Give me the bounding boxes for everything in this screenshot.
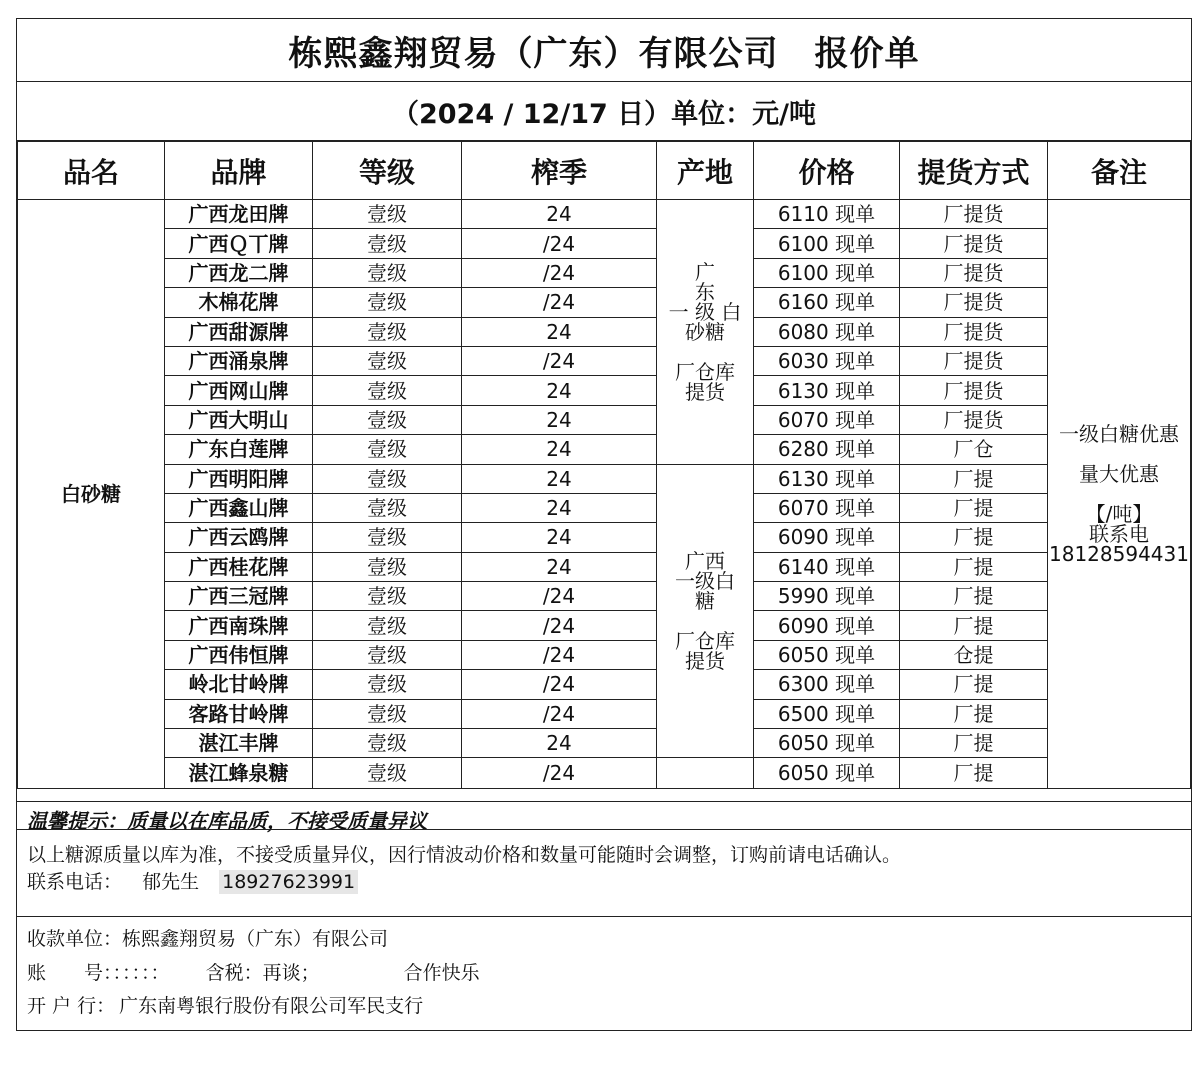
table-row bbox=[18, 405, 1191, 434]
pickup-cell: 厂提 bbox=[900, 611, 1048, 640]
column-header: 提货方式 bbox=[900, 142, 1048, 200]
table-row bbox=[18, 258, 1191, 287]
grade-cell: 壹级 bbox=[313, 729, 462, 758]
brand-cell: 广西明阳牌 bbox=[165, 464, 313, 493]
brand-cell: 广西Ｑ丅牌 bbox=[165, 229, 313, 258]
origin-line: 提货 bbox=[685, 379, 725, 404]
pickup-cell: 厂提 bbox=[900, 523, 1048, 552]
date-unit-line: （2024 / 12/17 日）单位：元/吨 bbox=[391, 98, 817, 130]
column-header: 榨季 bbox=[462, 142, 657, 200]
grade-cell: 壹级 bbox=[313, 758, 462, 789]
bank-label: 开 户 行： bbox=[27, 995, 116, 1017]
season-cell: /24 bbox=[462, 346, 657, 375]
quotation-sheet bbox=[16, 18, 1192, 1031]
pickup-cell: 厂提货 bbox=[900, 200, 1048, 229]
grade-cell: 壹级 bbox=[313, 582, 462, 611]
pickup-cell: 厂提货 bbox=[900, 405, 1048, 434]
grade-cell: 壹级 bbox=[313, 405, 462, 434]
season-cell: 24 bbox=[462, 435, 657, 464]
pickup-cell: 厂仓 bbox=[900, 435, 1048, 464]
brand-cell: 客路甘岭牌 bbox=[165, 699, 313, 728]
season-cell: /24 bbox=[462, 670, 657, 699]
notice-text: 以上糖源质量以库为准，不接受质量异仪，因行情波动价格和数量可能随时会调整，订购前请电话确认。 bbox=[27, 844, 902, 866]
grade-cell: 壹级 bbox=[313, 640, 462, 669]
brand-cell: 广西涌泉牌 bbox=[165, 346, 313, 375]
table-row bbox=[18, 317, 1191, 346]
table-row bbox=[18, 464, 1191, 493]
table-row bbox=[18, 582, 1191, 611]
season-cell: 24 bbox=[462, 523, 657, 552]
season-cell: /24 bbox=[462, 582, 657, 611]
season-cell: /24 bbox=[462, 699, 657, 728]
origin-line: 广 bbox=[695, 259, 715, 284]
price-cell: 6130 现单 bbox=[754, 376, 900, 405]
origin-line: 一 级 白 bbox=[668, 299, 742, 324]
brand-cell: 湛江丰牌 bbox=[165, 729, 313, 758]
tax-label: 含税： bbox=[205, 962, 263, 984]
price-cell: 6130 现单 bbox=[754, 464, 900, 493]
brand-cell: 湛江蜂泉糖 bbox=[165, 758, 313, 789]
price-cell: 6140 现单 bbox=[754, 552, 900, 581]
origin-line: 一级白 bbox=[675, 568, 735, 593]
table-row bbox=[18, 493, 1191, 522]
season-cell: /24 bbox=[462, 229, 657, 258]
pickup-cell: 厂提 bbox=[900, 464, 1048, 493]
origin-cell bbox=[657, 758, 754, 789]
season-cell: 24 bbox=[462, 405, 657, 434]
grade-cell: 壹级 bbox=[313, 288, 462, 317]
table-row bbox=[18, 729, 1191, 758]
grade-cell: 壹级 bbox=[313, 200, 462, 229]
season-cell: 24 bbox=[462, 317, 657, 346]
account-value: ：：：：： bbox=[112, 962, 170, 984]
brand-cell: 广东白莲牌 bbox=[165, 435, 313, 464]
price-cell: 6100 现单 bbox=[754, 258, 900, 287]
column-header: 品名 bbox=[18, 142, 165, 200]
column-header: 产地 bbox=[657, 142, 754, 200]
price-cell: 6090 现单 bbox=[754, 523, 900, 552]
price-cell: 6030 现单 bbox=[754, 346, 900, 375]
origin-line: 广西 bbox=[685, 548, 725, 573]
table-row bbox=[18, 699, 1191, 728]
pickup-cell: 厂提 bbox=[900, 699, 1048, 728]
document-title bbox=[17, 19, 1191, 81]
table-row bbox=[18, 758, 1191, 789]
grade-cell: 壹级 bbox=[313, 346, 462, 375]
tax-value: 再谈； bbox=[262, 962, 320, 984]
grade-cell: 壹级 bbox=[313, 552, 462, 581]
column-header: 等级 bbox=[313, 142, 462, 200]
pickup-cell: 厂提 bbox=[900, 582, 1048, 611]
grade-cell: 壹级 bbox=[313, 229, 462, 258]
remark-cell bbox=[1048, 200, 1191, 789]
grade-cell: 壹级 bbox=[313, 464, 462, 493]
table-row bbox=[18, 523, 1191, 552]
column-header: 品牌 bbox=[165, 142, 313, 200]
contact-label: 联系电话： bbox=[27, 871, 123, 893]
grade-cell: 壹级 bbox=[313, 493, 462, 522]
bank-name: 广东南粤银行股份有限公司军民支行 bbox=[119, 995, 424, 1017]
pickup-cell: 厂提 bbox=[900, 758, 1048, 789]
price-table bbox=[17, 141, 1191, 789]
brand-cell: 广西鑫山牌 bbox=[165, 493, 313, 522]
season-cell: 24 bbox=[462, 729, 657, 758]
table-row bbox=[18, 670, 1191, 699]
pickup-cell: 厂提 bbox=[900, 552, 1048, 581]
price-cell: 6090 现单 bbox=[754, 611, 900, 640]
price-cell: 6280 现单 bbox=[754, 435, 900, 464]
brand-cell: 广西龙二牌 bbox=[165, 258, 313, 287]
season-cell: /24 bbox=[462, 258, 657, 287]
price-cell: 6100 现单 bbox=[754, 229, 900, 258]
remark-line: 一级白糖优惠 bbox=[1059, 422, 1179, 447]
brand-cell: 广西大明山 bbox=[165, 405, 313, 434]
origin-line: 提货 bbox=[685, 648, 725, 673]
brand-cell: 广西伟恒牌 bbox=[165, 640, 313, 669]
price-cell: 6160 现单 bbox=[754, 288, 900, 317]
contact-name: 郁先生 bbox=[142, 871, 200, 893]
table-row bbox=[18, 346, 1191, 375]
grade-cell: 壹级 bbox=[313, 376, 462, 405]
season-cell: /24 bbox=[462, 640, 657, 669]
season-cell: /24 bbox=[462, 611, 657, 640]
table-row bbox=[18, 376, 1191, 405]
origin-cell bbox=[657, 200, 754, 465]
origin-line: 砂糖 bbox=[685, 319, 725, 344]
brand-cell: 岭北甘岭牌 bbox=[165, 670, 313, 699]
warm-tip: 温馨提示：质量以在库品质，不接受质量异议 bbox=[27, 809, 427, 833]
grade-cell: 壹级 bbox=[313, 435, 462, 464]
account-label: 账 号： bbox=[27, 962, 113, 984]
origin-line: 东 bbox=[695, 279, 715, 304]
remark-line: 联系电 bbox=[1089, 522, 1149, 547]
table-header-row bbox=[18, 142, 1191, 200]
payee-name: 栋熙鑫翔贸易（广东）有限公司 bbox=[122, 928, 389, 950]
brand-cell: 广西桂花牌 bbox=[165, 552, 313, 581]
remark-line: 【/吨】 bbox=[1085, 502, 1153, 527]
origin-line: 厂仓库 bbox=[675, 359, 735, 384]
company-name: 栋熙鑫翔贸易（广东）有限公司 bbox=[288, 33, 779, 74]
column-header: 价格 bbox=[754, 142, 900, 200]
grade-cell: 壹级 bbox=[313, 317, 462, 346]
price-cell: 6050 现单 bbox=[754, 758, 900, 789]
document-type: 报价单 bbox=[814, 33, 920, 74]
price-cell: 6070 现单 bbox=[754, 493, 900, 522]
origin-line: 厂仓库 bbox=[675, 628, 735, 653]
contact-phone: 18927623991 bbox=[219, 870, 358, 894]
price-cell: 6300 现单 bbox=[754, 670, 900, 699]
origin-cell bbox=[657, 464, 754, 758]
pickup-cell: 仓提 bbox=[900, 640, 1048, 669]
price-cell: 5990 现单 bbox=[754, 582, 900, 611]
remark-line: 18128594431 bbox=[1049, 542, 1189, 567]
pickup-cell: 厂提货 bbox=[900, 258, 1048, 287]
price-cell: 6070 现单 bbox=[754, 405, 900, 434]
account-line bbox=[27, 958, 480, 985]
price-cell: 6050 现单 bbox=[754, 729, 900, 758]
season-cell: 24 bbox=[462, 464, 657, 493]
table-row bbox=[18, 611, 1191, 640]
price-cell: 6080 现单 bbox=[754, 317, 900, 346]
bank-line bbox=[27, 991, 423, 1018]
closing-text: 合作快乐 bbox=[403, 962, 480, 984]
pickup-cell: 厂提货 bbox=[900, 229, 1048, 258]
payee-line bbox=[27, 924, 388, 951]
brand-cell: 广西南珠牌 bbox=[165, 611, 313, 640]
pickup-cell: 厂提 bbox=[900, 493, 1048, 522]
brand-cell: 广西三冠牌 bbox=[165, 582, 313, 611]
season-cell: /24 bbox=[462, 288, 657, 317]
brand-cell: 广西龙田牌 bbox=[165, 200, 313, 229]
price-cell: 6050 现单 bbox=[754, 640, 900, 669]
pickup-cell: 厂提货 bbox=[900, 288, 1048, 317]
grade-cell: 壹级 bbox=[313, 258, 462, 287]
pickup-cell: 厂提 bbox=[900, 670, 1048, 699]
season-cell: 24 bbox=[462, 200, 657, 229]
price-cell: 6110 现单 bbox=[754, 200, 900, 229]
brand-cell: 广西网山牌 bbox=[165, 376, 313, 405]
season-cell: 24 bbox=[462, 552, 657, 581]
category-cell: 白砂糖 bbox=[18, 200, 165, 789]
grade-cell: 壹级 bbox=[313, 699, 462, 728]
table-row bbox=[18, 200, 1191, 229]
season-cell: /24 bbox=[462, 758, 657, 789]
table-row bbox=[18, 435, 1191, 464]
pickup-cell: 厂提 bbox=[900, 729, 1048, 758]
table-row bbox=[18, 229, 1191, 258]
pickup-cell: 厂提货 bbox=[900, 346, 1048, 375]
grade-cell: 壹级 bbox=[313, 670, 462, 699]
grade-cell: 壹级 bbox=[313, 611, 462, 640]
remark-line: 量大优惠 bbox=[1079, 462, 1159, 487]
contact-line bbox=[27, 867, 358, 894]
brand-cell: 广西云鸥牌 bbox=[165, 523, 313, 552]
table-row bbox=[18, 640, 1191, 669]
table-row bbox=[18, 288, 1191, 317]
origin-line: 糖 bbox=[695, 588, 715, 613]
table-row bbox=[18, 552, 1191, 581]
season-cell: 24 bbox=[462, 376, 657, 405]
pickup-cell: 厂提货 bbox=[900, 317, 1048, 346]
pickup-cell: 厂提货 bbox=[900, 376, 1048, 405]
brand-cell: 木棉花牌 bbox=[165, 288, 313, 317]
payee-label: 收款单位： bbox=[27, 928, 123, 950]
price-cell: 6500 现单 bbox=[754, 699, 900, 728]
season-cell: 24 bbox=[462, 493, 657, 522]
column-header: 备注 bbox=[1048, 142, 1191, 200]
grade-cell: 壹级 bbox=[313, 523, 462, 552]
brand-cell: 广西甜源牌 bbox=[165, 317, 313, 346]
